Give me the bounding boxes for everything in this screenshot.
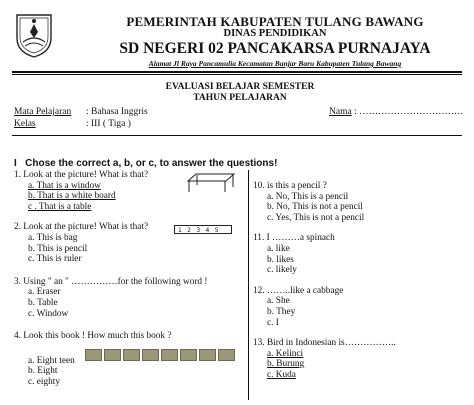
header-government: PEMERINTAH KABUPATEN TULANG BAWANG <box>126 14 424 29</box>
instruction-text: Chose the correct a, b, or c, to answer the questions! <box>25 158 278 169</box>
option-4c: c. eighty <box>28 376 61 387</box>
question-1: 1. Look at the picture! What is that? <box>14 170 149 180</box>
book-icon <box>104 349 121 361</box>
header-address: Alamat Jl Raya Pancamulia Kecamatan Banjar Baru Kabupaten Tulang Bawang <box>148 59 402 68</box>
info-rule <box>12 135 462 136</box>
question-2: 2. Look at the picture! What is that? <box>14 222 149 233</box>
table-picture <box>186 171 236 193</box>
option-13c: c. Kuda <box>267 369 296 380</box>
option-11a: a. like <box>267 243 290 254</box>
header-school-name: SD NEGERI 02 PANCAKARSA PURNAJAYA <box>119 40 431 57</box>
option-1a: a. That is a window <box>28 180 101 191</box>
book-icon <box>161 349 178 361</box>
option-12c: c. I <box>267 317 279 328</box>
option-2b: b. This is pencil <box>28 243 88 254</box>
option-3b: b. Table <box>28 297 58 308</box>
name-label: Nama <box>329 107 352 117</box>
header-rule-thick <box>12 71 462 73</box>
question-10: 10. is this a pencil ? <box>253 181 327 191</box>
questions-right-column <box>253 181 468 381</box>
header-department: DINAS PENDIDIKAN <box>223 28 327 39</box>
option-4a: a. Eight teen <box>28 355 75 366</box>
name-value: : …………………………… <box>354 107 464 117</box>
question-11: 11. I ………a spinach <box>253 233 335 244</box>
option-11c: c. likely <box>267 265 297 276</box>
option-3a: a. Eraser <box>28 287 61 298</box>
exam-year: TAHUN PELAJARAN <box>193 93 287 103</box>
section-number: I <box>14 158 17 169</box>
option-1c: c . That is a table <box>28 201 92 212</box>
books-picture <box>85 348 237 366</box>
option-13b: b. Burung <box>267 359 305 370</box>
exam-title: EVALUASI BELAJAR SEMESTER <box>165 82 315 92</box>
question-4: 4. Look this book ! How much this book ? <box>14 331 172 342</box>
header-rule-thin <box>12 74 462 75</box>
tut-wuri-handayani-logo <box>14 12 54 58</box>
book-icon <box>199 349 216 361</box>
option-1b: b. That is a white board <box>28 191 116 202</box>
option-13a: a. Kelinci <box>267 348 304 359</box>
question-3: 3. Using " an " ……………for the following word ! <box>14 276 208 287</box>
subject-value: : Bahasa Inggris <box>86 107 148 117</box>
subject-label: Mata Pelajaran <box>14 107 72 117</box>
option-2a: a. This is bag <box>28 232 78 243</box>
book-icon <box>85 349 102 361</box>
class-value: : III ( Tiga ) <box>86 119 131 129</box>
option-3c: c. Window <box>28 308 69 319</box>
option-12a: a. She <box>267 296 290 307</box>
option-4b: b. Eight <box>28 366 58 377</box>
book-icon <box>180 349 197 361</box>
column-divider <box>248 170 249 400</box>
option-10a: a. No, This is a pencil <box>267 191 349 202</box>
question-12: 12. ……..like a cabbage <box>253 285 344 296</box>
option-11b: b. likes <box>267 254 294 265</box>
book-icon <box>123 349 140 361</box>
option-10c: c. Yes, This is not a pencil <box>267 212 365 223</box>
question-13: 13. Bird in Indonesian is…………….. <box>253 338 396 349</box>
class-label: Kelas <box>14 119 36 129</box>
option-10b: b. No, This is not a pencil <box>267 202 363 213</box>
option-12b: b. They <box>267 306 296 317</box>
section-instruction <box>14 158 277 169</box>
option-2c: c. This is ruler <box>28 254 82 265</box>
book-icon <box>142 349 159 361</box>
ruler-picture: 1 2 3 4 5 <box>174 225 232 234</box>
book-icon <box>218 349 235 361</box>
